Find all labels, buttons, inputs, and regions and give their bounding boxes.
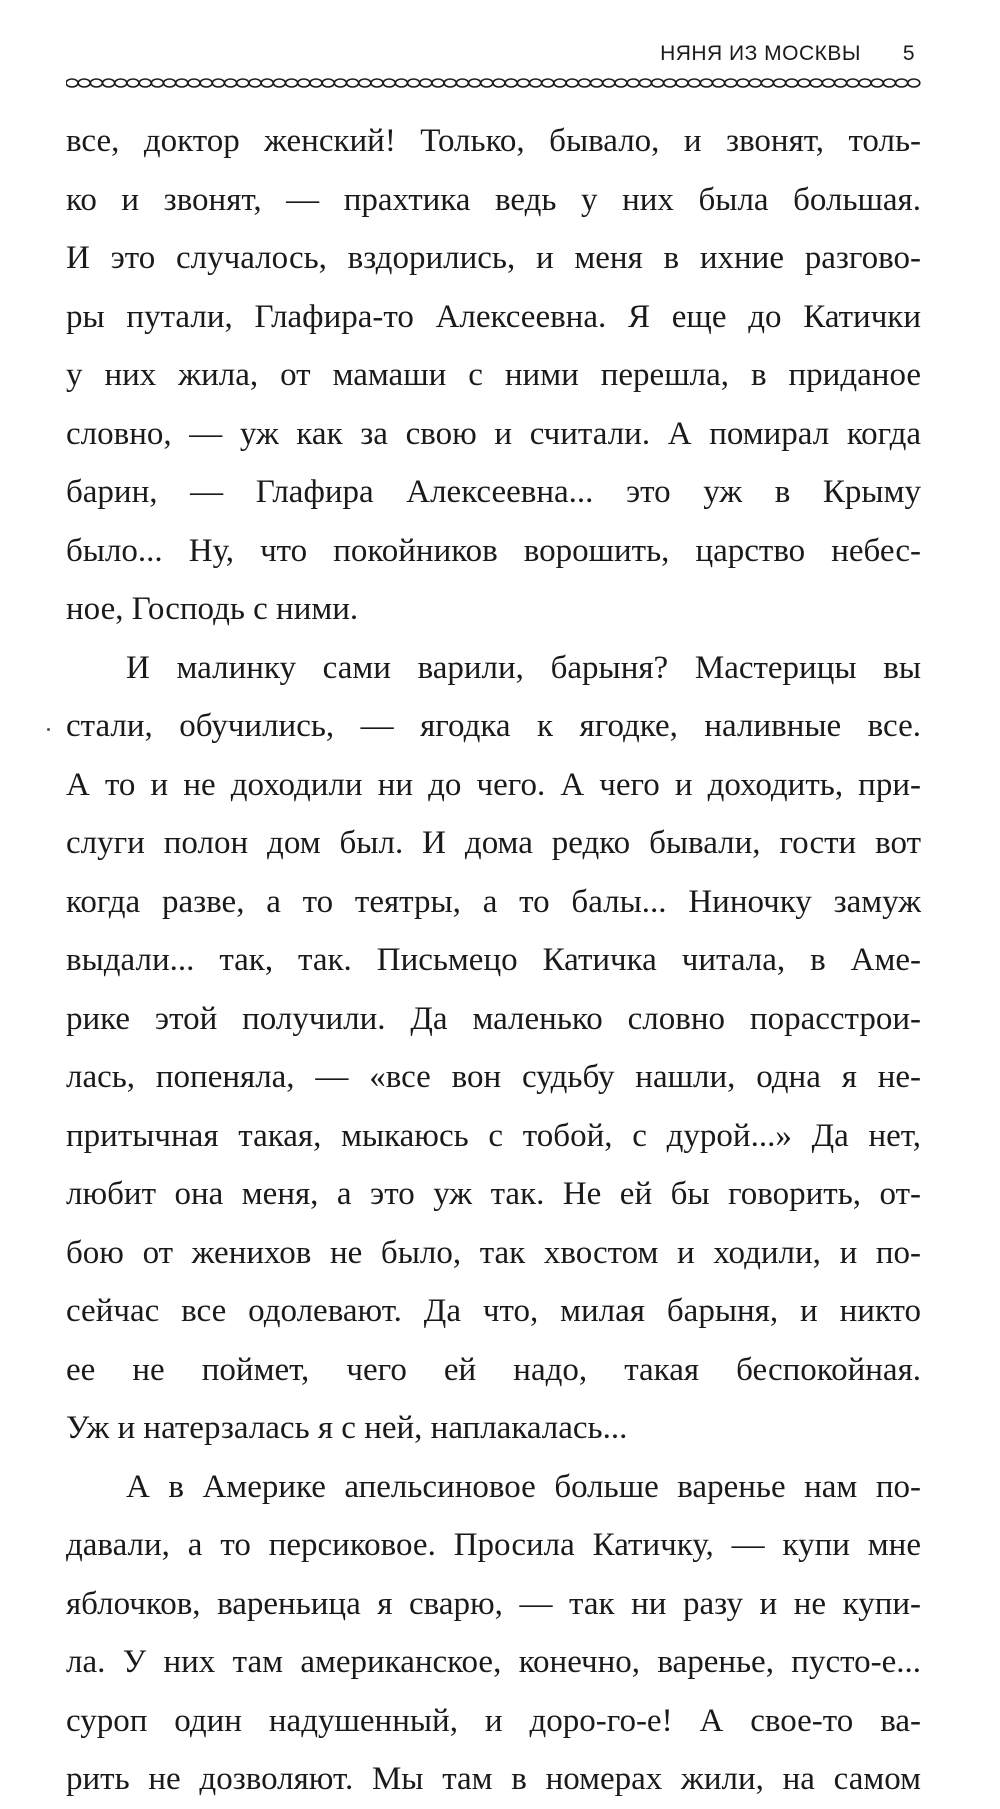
text-line: любит она меня, а это уж так. Не ей бы говорить, от- [66,1176,921,1212]
text-line: бою от женихов не было, так хвостом и ходили, и по- [66,1234,921,1271]
text-line: лась, попеняла, — «все вон судьбу нашли, одна я не- [66,1059,921,1095]
text-line: И это случалось, вздорились, и меня в ихние разгово- [66,240,921,276]
text-line: ное, Господь с ними. [66,591,359,627]
ornament-rule [66,76,921,90]
text-line: рике этой получили. Да маленько словно порасстрои- [66,1000,921,1037]
text-line: стали, обучились, — ягодка к ягодке, наливные все. [66,708,921,744]
text-line: барин, — Глафира Алексеевна... это уж в Крыму [66,474,921,510]
text-line: все, доктор женский! Только, бывало, и звонят, толь- [66,123,921,159]
text-line: выдали... так, так. Письмецо Катичка читала, в Аме- [66,942,921,978]
page-number: 5 [902,42,915,65]
text-line: И малинку сами варили, барыня? Мастерицы вы [126,649,921,686]
text-line: рить не дозволяют. Мы там в номерах жили, на самом [66,1761,921,1797]
text-line: А в Америке апельсиновое больше варенье нам по- [126,1468,921,1505]
text-line: яблочков, вареньица я сварю, — так ни разу и не купи- [66,1585,921,1622]
paragraph [66,1458,921,1809]
text-line: слуги полон дом был. И дома редко бывали, гости вот [66,825,921,861]
print-speck [47,728,50,731]
body-text [66,112,921,1809]
text-line: было... Ну, что покойников ворошить, царство небес- [66,532,921,569]
running-head-title: НЯНЯ ИЗ МОСКВЫ [660,42,861,65]
text-line: словно, — уж как за свою и считали. А помирал когда [66,415,921,452]
text-line: ко и звонят, — прахтика ведь у них была большая. [66,181,921,218]
text-line: когда разве, а то теятры, а то балы... Ниночку замуж [66,883,921,920]
paragraph [66,112,921,639]
text-line: давали, а то персиковое. Просила Катичку, — купи мне [66,1527,921,1563]
text-line: у них жила, от мамаши с ними перешла, в приданое [66,357,921,393]
paragraph [66,639,921,1458]
running-head [66,36,921,70]
text-line: ее не поймет, чего ей надо, такая беспокойная. [66,1351,921,1388]
text-line: А то и не доходили ни до чего. А чего и доходить, при- [66,766,921,803]
text-line: ла. У них там американское, конечно, варенье, пусто-е... [66,1644,921,1680]
text-line: Уж и натерзалась я с ней, наплакалась... [66,1410,628,1446]
text-line: ры путали, Глафира-то Алексеевна. Я еще до Катички [66,298,921,335]
text-line: сейчас все одолевают. Да что, милая барыня, и никто [66,1293,921,1329]
text-line: притычная такая, мыкаюсь с тобой, с дурой...» Да нет, [66,1117,921,1154]
text-line: суроп один надушенный, и доро-го-е! А свое-то ва- [66,1702,921,1739]
